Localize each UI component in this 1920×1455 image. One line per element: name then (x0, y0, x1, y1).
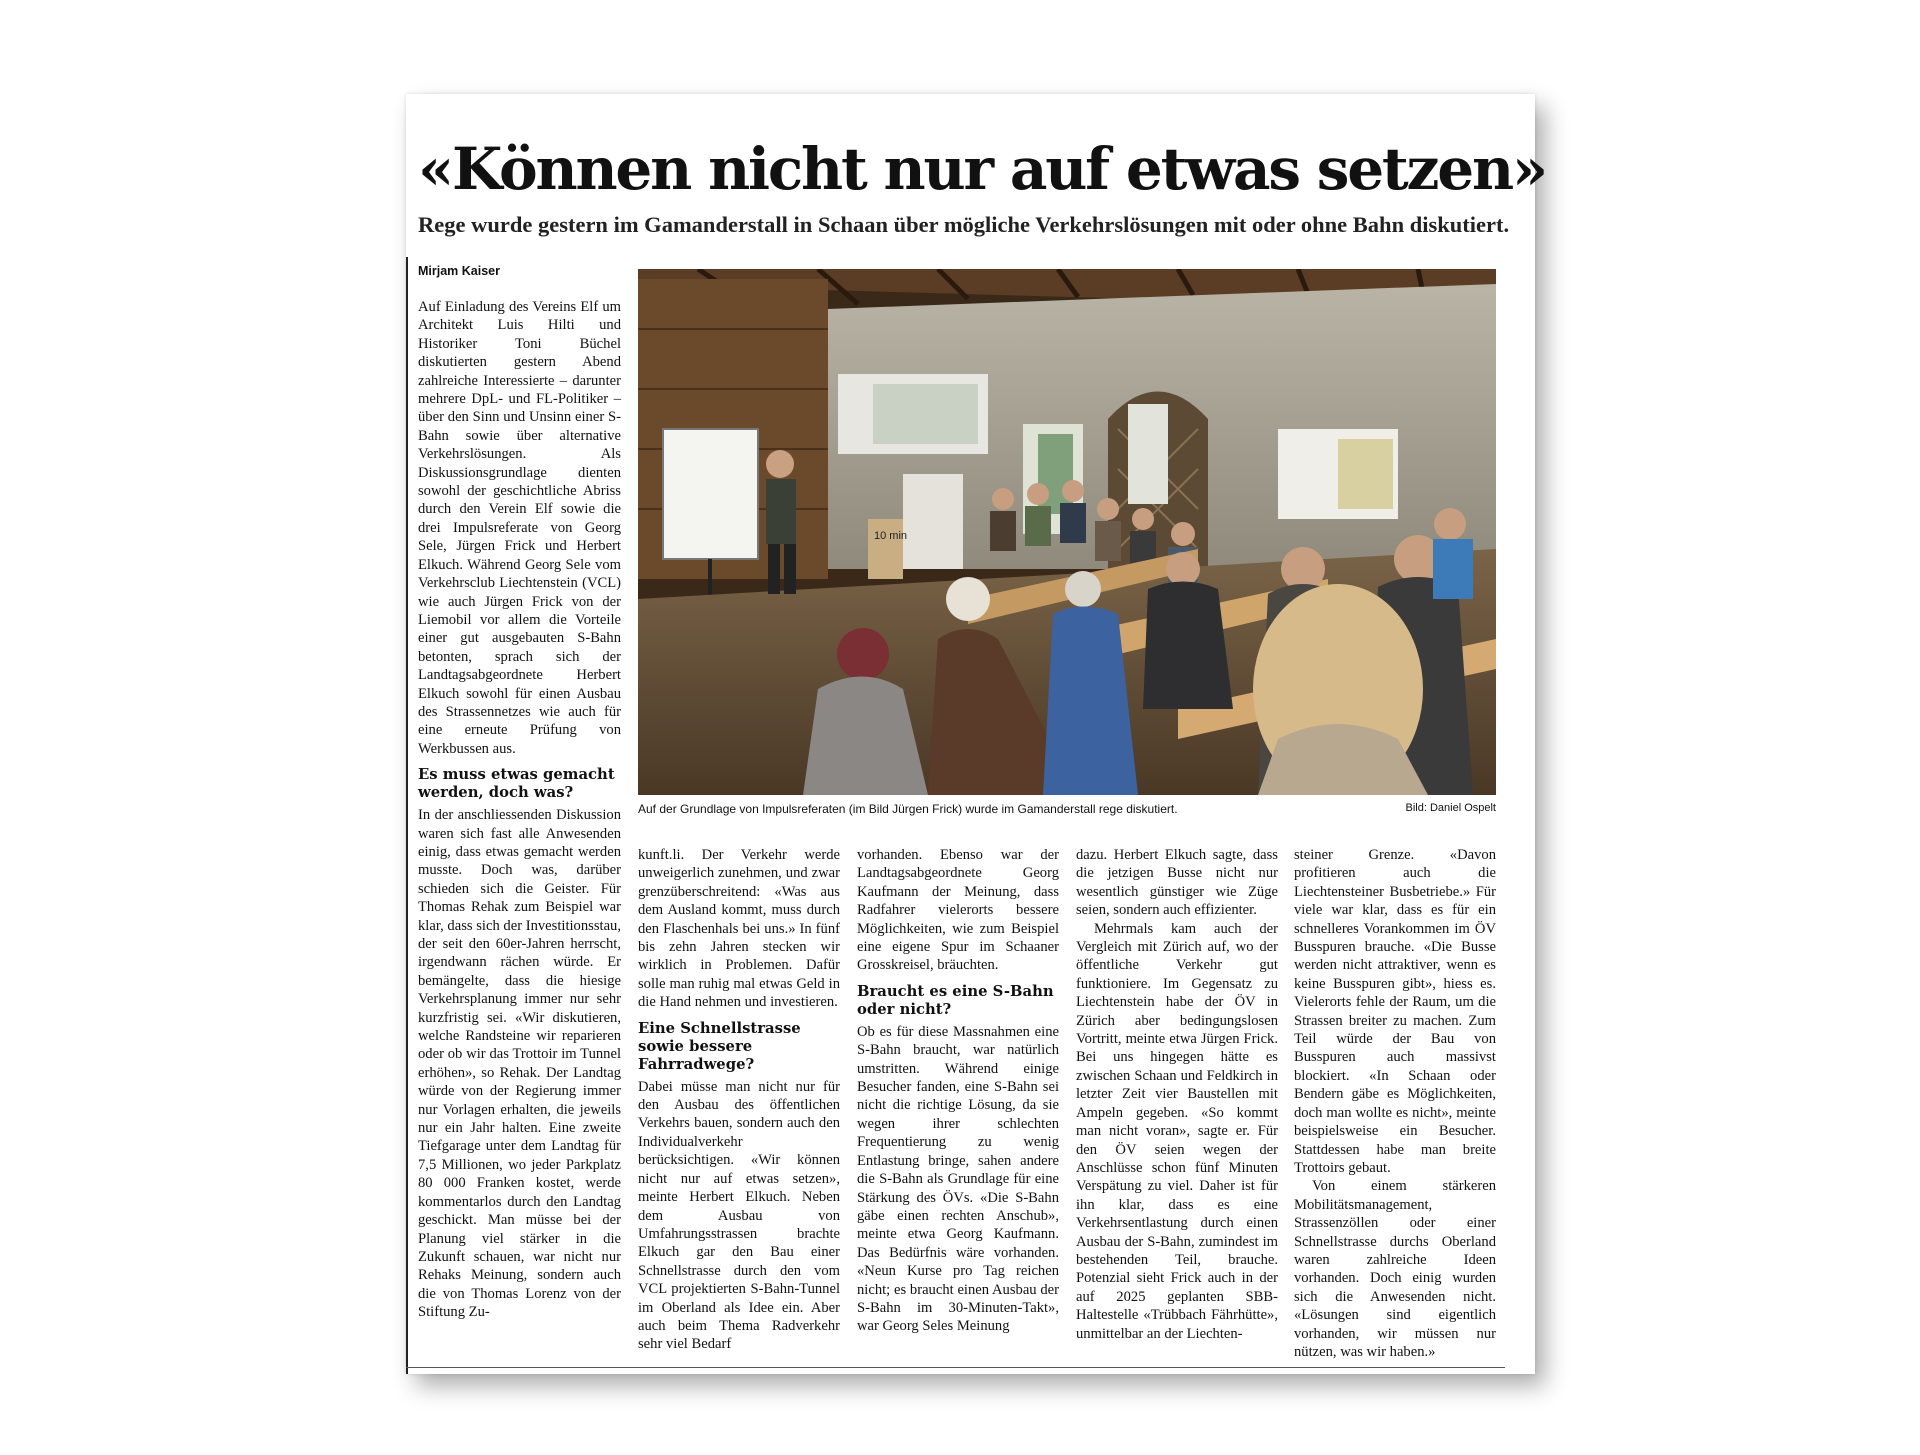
paragraph: vorhanden. Ebenso war der Landtagsabgeordnete Georg Kaufmann der Meinung, dass Radfahrer vielerorts bessere Möglichkeiten, wie zum Beispiel eine eigene Spur im Schaaner Grosskreisel, bräuchten. (857, 847, 1059, 974)
subheading: Es muss etwas gemacht werden, doch was? (418, 766, 615, 802)
article-column-1 (418, 298, 621, 1322)
paragraph: kunft.li. Der Verkehr werde unweigerlich zunehmen, und zwar grenzüberschreitend: «Was aus dem Ausland kommt, muss durch den Flaschenhals bei uns.» In fünf bis zehn Jahren stecken wir wirklich in Problemen. Dafür solle man ruhig mal etwas Geld in die Hand nehmen und investieren. (638, 847, 840, 1011)
photo-credit: Bild: Daniel Ospelt (1405, 802, 1496, 814)
byline: Mirjam Kaiser (418, 264, 500, 278)
photo-sign-text: 10 min (874, 530, 908, 542)
paragraph: Von einem stärkeren Mobilitätsmanagement, Strassenzöllen oder einer Schnellstrasse durchs Oberland waren zahlreiche Ideen vorhanden. Doch einig wurden sich die Anwesenden nicht. «Lösungen sind eigentlich vorhanden, wir müssen nur nützen, was wir haben.» (1294, 1178, 1496, 1360)
paragraph: In der anschliessenden Diskussion waren sich fast alle Anwesenden einig, dass etwas gemacht werden musste. Doch was, darüber schieden sich die Geister. Für Thomas Rehak zum Beispiel war klar, dass sich der Investitionsstau, der seit den 60er-Jahren herrscht, irgendwann rächen würde. Er bemängelte, dass die hiesige Verkehrsplanung immer nur sehr kurzfristig sei. «Wir diskutieren, welche Randsteine wir reparieren oder ob wir das Trottoir im Tunnel erhöhen», so Rehak. Der Landtag würde von der Regierung immer nur Vorlagen erhalten, die jeweils nur ein Jahr halten. Eine zweite Tiefgarage unter dem Landtag für 7,5 Millionen, wo jeder Parkplatz 80 000 Franken kostet, werde kommentarlos durch den Landtag geschickt. Man müsse bei der Planung viel stärker in die Zukunft schauen, war nicht nur Rehaks Meinung, sondern auch die von Thomas Lorenz von der Stiftung Zu- (418, 807, 621, 1321)
subtitle: Rege wurde gestern im Gamanderstall in Schaan über mögliche Verkehrslösungen mit oder ohne Bahn diskutiert. (418, 212, 1510, 237)
article-photo (638, 269, 1496, 795)
caption-text: Auf der Grundlage von Impulsreferaten (im Bild Jürgen Frick) wurde im Gamanderstall rege diskutiert. (638, 802, 1178, 816)
subheading: Braucht es eine S-Bahn oder nicht? (857, 982, 1054, 1018)
photo-illustration (638, 269, 1496, 795)
photo-caption (638, 802, 1496, 816)
paragraph: Mehrmals kam auch der Vergleich mit Zürich auf, wo der öffentliche Verkehr gut funktioniere. Im Gegensatz zu Liechtenstein habe der ÖV in Zürich aber bedingungslosen Vortritt, meinte etwa Jürgen Frick. Bei uns hingegen hätte es zwischen Schaan und Feldkirch in letzter Zeit vier Baustellen mit Ampeln gegeben. «So kommt man nicht voran», sagte er. Für den ÖV seien wegen der Anschlüsse schon fünf Minuten Verspätung zu viel. Daher ist für ihn klar, dass es eine Verkehrsentlastung durch einen Ausbau der S-Bahn, zumindest im bestehenden Teil, brauche. Potenzial sieht Frick auch in der auf 2025 geplanten SBB-Haltestelle «Trübbach Fährhütte», unmittelbar an der Liechten- (1076, 920, 1278, 1342)
article-column-2 (638, 846, 840, 1354)
article-column-5 (1294, 846, 1496, 1361)
left-column-rule (406, 257, 408, 1374)
bottom-rule (406, 1367, 1505, 1368)
subheading: Eine Schnellstrasse sowie bessere Fahrradwege? (638, 1019, 801, 1073)
headline: «Können nicht nur auf etwas setzen» (418, 135, 1546, 203)
newspaper-page (406, 94, 1546, 1374)
paragraph: steiner Grenze. «Davon profitieren auch die Liechtensteiner Busbetriebe.» Für viele war klar, dass es für ein schnelleres Vorankommen im ÖV Busspuren brauche. «Die Busse werden nicht attraktiver, wenn es keine Busspuren gibt», hiess es. Vielerorts fehle der Raum, um die Strassen breiter zu machen. Zum Teil würde der Bau von Busspuren auch massivst blockiert. «In Schaan oder Bendern gäbe es Möglichkeiten, doch man wollte es nicht», meinte beispielsweise ein Besucher. Stattdessen habe man breite Trottoirs gebaut. (1294, 847, 1496, 1176)
article-column-4 (1076, 846, 1278, 1343)
paragraph: Dabei müsse man nicht nur für den Ausbau des öffentlichen Verkehrs bauen, sondern auch den Individualverkehr berücksichtigen. «Wir können nicht nur auf etwas setzen», meinte Herbert Elkuch. Neben dem Ausbau von Umfahrungsstrassen brachte Elkuch gar den Bau einer Schnellstrasse durch den vom VCL projektierten S-Bahn-Tunnel im Oberland als Idee ein. Aber auch beim Thema Radverkehr sehr viel Bedarf (638, 1078, 840, 1353)
article-column-3 (857, 846, 1059, 1336)
paragraph: dazu. Herbert Elkuch sagte, dass die jetzigen Busse nicht nur wesentlich günstiger wie Züge seien, sondern auch effizienter. (1076, 847, 1278, 919)
paragraph: Auf Einladung des Vereins Elf um Architekt Luis Hilti und Historiker Toni Büchel diskutierten gestern Abend zahlreiche Interessierte – darunter mehrere DpL- und FL-Politiker – über den Sinn und Unsinn einer S-Bahn sowie über alternative Verkehrslösungen. Als Diskussionsgrundlage dienten sowohl der geschichtliche Abriss durch den Verein Elf sowie die drei Impulsreferate von Georg Sele, Jürgen Frick und Herbert Elkuch. Während Georg Sele vom Verkehrsclub Liechtenstein (VCL) wie auch Jürgen Frick von der Liemobil vor allem die Vorteile einer gut ausgebauten S-Bahn betonten, sprach sich der Landtagsabgeordnete Herbert Elkuch sowohl für einen Ausbau des Strassennetzes wie auch für eine erneute Prüfung von Werkbussen aus. (418, 299, 621, 757)
paragraph: Ob es für diese Massnahmen eine S-Bahn braucht, war natürlich umstritten. Während einige Besucher fanden, eine S-Bahn sei nicht die richtige Lösung, da sie wegen ihrer schlechten Frequentierung zu wenig Entlastung bringe, sahen andere die S-Bahn als Grundlage für eine Stärkung des ÖVs. «Die S-Bahn gäbe einen rechten Anschub», meinte etwa Georg Kaufmann. Das Bedürfnis wäre vorhanden. «Neun Kurse pro Tag reichen nicht; es braucht einen Ausbau der S-Bahn im 30-Minuten-Takt», war Georg Seles Meinung (857, 1023, 1059, 1335)
